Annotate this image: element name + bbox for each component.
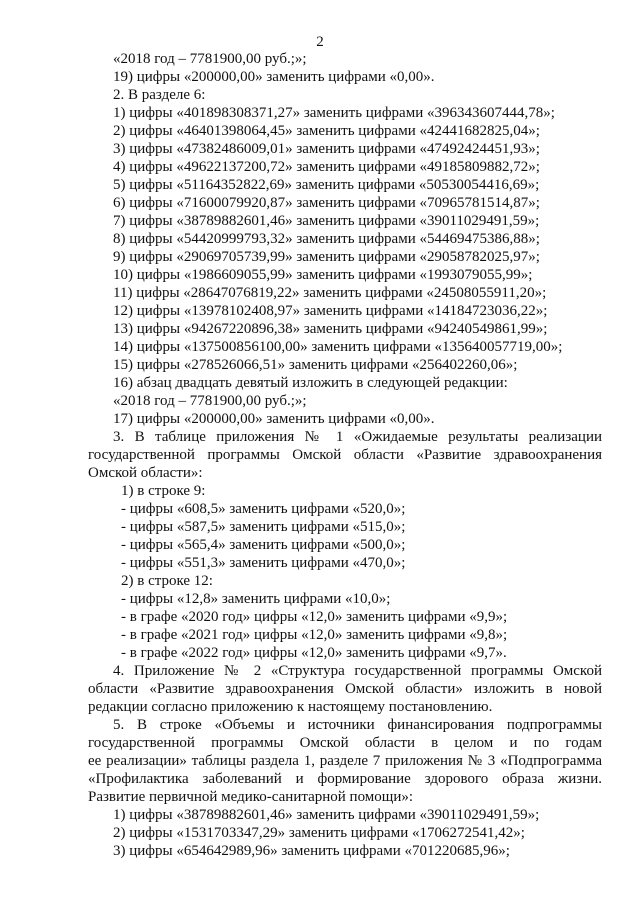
text-line: 10) цифры «1986609055,99» заменить цифрами «1993079055,99»; xyxy=(113,267,533,283)
text-line: 16) абзац двадцать девятый изложить в следующей редакции: xyxy=(113,375,508,391)
text-line: 2) цифры «1531703347,29» заменить цифрами «1706272541,42»; xyxy=(113,825,525,841)
text-line: 3) цифры «654642989,96» заменить цифрами «701220685,96»; xyxy=(113,843,510,859)
text-line: - цифры «587,5» заменить цифрами «515,0»; xyxy=(121,519,406,535)
text-line: - цифры «12,8» заменить цифрами «10,0»; xyxy=(121,591,391,607)
text-line: - в графе «2021 год» цифры «12,0» заменить цифрами «9,8»; xyxy=(121,627,508,643)
text-line: области «Развитие здравоохранения Омской области» изложить в новой xyxy=(88,681,602,697)
text-line: 15) цифры «278526066,51» заменить цифрами «256402260,06»; xyxy=(113,357,518,373)
text-line: 13) цифры «94267220896,38» заменить цифрами «94240549861,99»; xyxy=(113,321,548,337)
text-line: 14) цифры «137500856100,00» заменить цифрами «135640057719,00»; xyxy=(113,339,563,355)
text-line: 6) цифры «71600079920,87» заменить цифрами «70965781514,87»; xyxy=(113,195,540,211)
text-line: - цифры «608,5» заменить цифрами «520,0»; xyxy=(121,501,406,517)
text-line: «2018 год – 7781900,00 руб.;»; xyxy=(113,393,307,409)
text-line: 1) цифры «38789882601,46» заменить цифрами «39011029491,59»; xyxy=(113,807,540,823)
text-line: 19) цифры «200000,00» заменить цифрами «0,00». xyxy=(113,69,435,85)
text-line: 2) в строке 12: xyxy=(121,573,213,589)
text-line: «Профилактика заболеваний и формирование здорового образа жизни. xyxy=(88,771,602,787)
text-line: - цифры «551,3» заменить цифрами «470,0»; xyxy=(121,555,406,571)
text-line: государственной программы Омской области в целом и по годам xyxy=(88,735,602,751)
text-line: 3. В таблице приложения № 1 «Ожидаемые результаты реализации xyxy=(113,429,602,445)
text-line: ее реализации» таблицы раздела 1, разделе 7 приложения № 3 «Подпрограмма xyxy=(88,753,602,769)
text-line: 8) цифры «54420999793,32» заменить цифрами «54469475386,88»; xyxy=(113,231,540,247)
text-line: 17) цифры «200000,00» заменить цифрами «0,00». xyxy=(113,411,435,427)
text-line: 1) цифры «401898308371,27» заменить цифрами «396343607444,78»; xyxy=(113,105,555,121)
text-line: 11) цифры «28647076819,22» заменить цифрами «24508055911,20»; xyxy=(113,285,547,301)
text-line: редакции согласно приложению к настоящему постановлению. xyxy=(88,699,493,715)
text-line: 7) цифры «38789882601,46» заменить цифрами «39011029491,59»; xyxy=(113,213,540,229)
text-line: 4) цифры «49622137200,72» заменить цифрами «49185809882,72»; xyxy=(113,159,540,175)
text-line: 12) цифры «13978102408,97» заменить цифрами «14184723036,22»; xyxy=(113,303,548,319)
page-number: 2 xyxy=(316,34,324,50)
text-line: 9) цифры «29069705739,99» заменить цифрами «29058782025,97»; xyxy=(113,249,540,265)
text-line: 4. Приложение № 2 «Структура государственной программы Омской xyxy=(113,663,602,679)
document-body xyxy=(88,50,602,860)
text-line: 2. В разделе 6: xyxy=(113,87,206,103)
text-line: - цифры «565,4» заменить цифрами «500,0»; xyxy=(121,537,406,553)
text-line: Развитие первичной медико-санитарной помощи»: xyxy=(88,789,414,805)
text-line: 5) цифры «51164352822,69» заменить цифрами «50530054416,69»; xyxy=(113,177,540,193)
text-line: 5. В строке «Объемы и источники финансирования подпрограммы xyxy=(113,717,602,733)
text-line: - в графе «2020 год» цифры «12,0» заменить цифрами «9,9»; xyxy=(121,609,508,625)
text-line: - в графе «2022 год» цифры «12,0» заменить цифрами «9,7». xyxy=(121,645,507,661)
text-line: Омской области»: xyxy=(88,465,203,481)
text-line: 2) цифры «46401398064,45» заменить цифрами «42441682825,04»; xyxy=(113,123,540,139)
text-line: государственной программы Омской области «Развитие здравоохранения xyxy=(88,447,602,463)
text-line: 3) цифры «47382486009,01» заменить цифрами «47492424451,93»; xyxy=(113,141,540,157)
text-line: «2018 год – 7781900,00 руб.;»; xyxy=(113,51,307,67)
text-line: 1) в строке 9: xyxy=(121,483,206,499)
